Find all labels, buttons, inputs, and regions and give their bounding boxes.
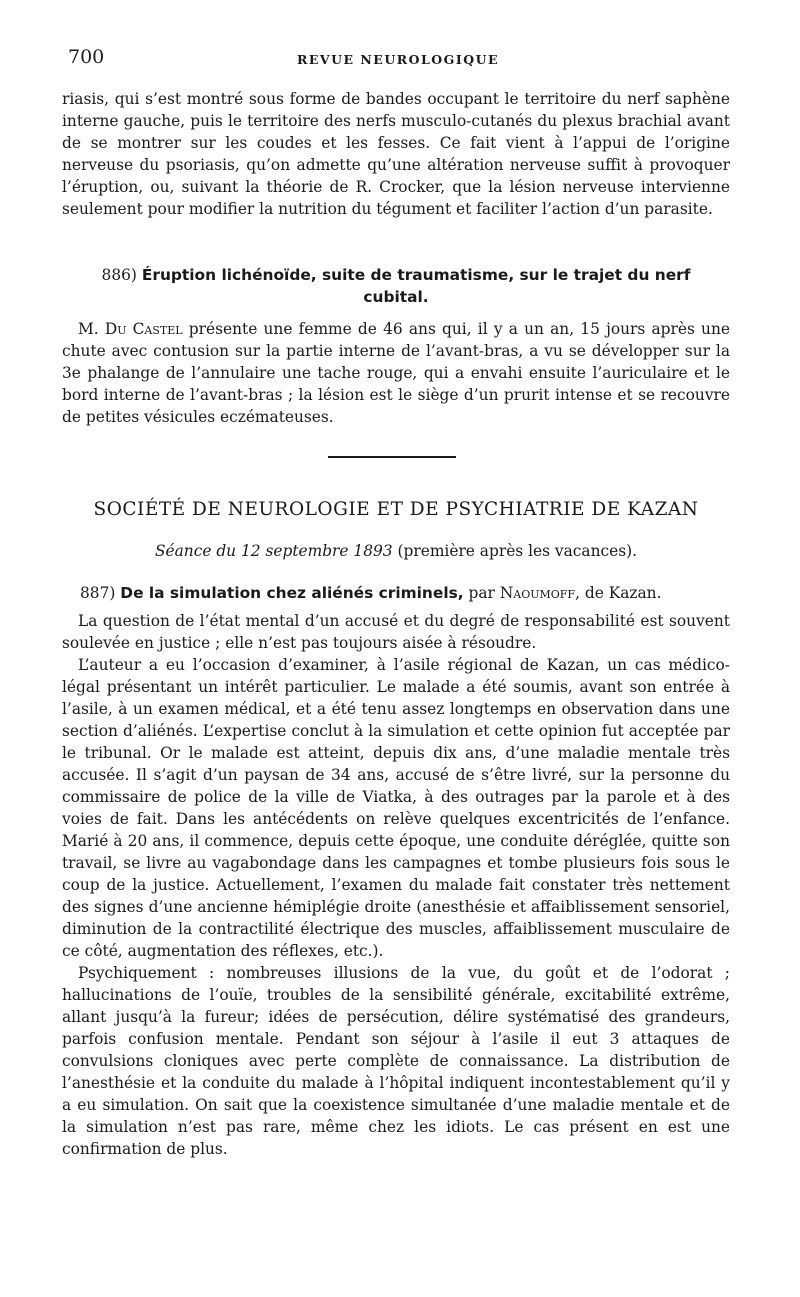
seance-date: Séance du 12 septembre 1893 [154,542,393,560]
article-887-title-text: De la simulation chez aliénés criminels, [120,584,464,602]
article-887-title [62,582,730,604]
article-887-number: 887) [80,584,116,602]
article-887-place: , de Kazan. [575,584,662,602]
continued-paragraph: riasis, qui s’est montré sous forme de bandes occupant le territoire du nerf saphène interne gauche, puis le territoire des nerfs musculo-cutanés du plexus brachial avant de se montrer sur les coudes et les fesses. Ce fait vient à l’appui de l’origine nerveuse du psoriasis, qu’on admette qu’une altération nerveuse suffit à provoquer l’éruption, ou, suivant la théorie de R. Crocker, que la lésion nerveuse intervienne seulement pour modifier la nutrition du tégument et faciliter l’action d’un parasite. [62,90,730,218]
section-divider [328,456,456,458]
page-number: 700 [68,46,105,68]
article-887-author: Naoumoff [499,584,576,602]
article-886-author: Du Castel [104,320,183,338]
article-886-title [62,264,730,308]
article-886 [62,264,730,428]
seance-line [62,540,730,562]
continued-text-block [62,88,730,220]
page-header [68,46,728,76]
article-887 [62,582,730,1160]
article-887-paragraph: L’auteur a eu l’occasion d’examiner, à l’asile régional de Kazan, un cas médico-légal présentant un intérêt particulier. Le malade a été soumis, avant son entrée à l’asile, à un examen médical, et a été tenu assez longtemps en observation dans une section d’aliénés. L’expertise conclut à la simulation et cette opinion fut acceptée par le tribunal. Or le malade est atteint, depuis dix ans, d’une maladie mentale très accusée. Il s’agit d’un paysan de 34 ans, accusé de s’être livré, sur la personne du commissaire de police de la ville de Viatka, à des outrages par la parole et à des voies de fait. Dans les antécédents on relève quelques excentricités de l’enfance. Marié à 20 ans, il commence, depuis cette époque, une conduite déréglée, quitte son travail, se livre au vagabondage dans les campagnes et tombe plusieurs fois sous le coup de la justice. Actuellement, l’examen du malade fait constater très nettement des signes d’une ancienne hémiplégie droite (anesthésie et affaiblissement sensoriel, diminution de la contractilité électrique des muscles, affaiblissement musculaire de ce côté, augmentation des réflexes, etc.). [62,656,730,960]
article-886-title-line2: cubital. [363,288,429,306]
article-887-paragraph: Psychiquement : nombreuses illusions de la vue, du goût et de l’odorat ; hallucinations de l’ouïe, troubles de la sensibilité générale, excitabilité extrême, allant jusqu’à la fureur; idées de persécution, délire systématisé des grandeurs, parfois confusion mentale. Pendant son séjour à l’asile il eut 3 attaques de convulsions cloniques avec perte complète de connaissance. La distribution de l’anesthésie et la conduite du malade à l’hôpital indiquent incontestablement qu’il y a eu simulation. On sait que la coexistence simultanée d’une maladie mentale et de la simulation n’est pas rare, même chez les idiots. Le cas présent en est une confirmation de plus. [62,964,730,1158]
society-heading: SOCIÉTÉ DE NEUROLOGIE ET DE PSYCHIATRIE DE KAZAN [93,499,699,520]
article-886-text: présente une femme de 46 ans qui, il y a un an, 15 jours après une chute avec contusion sur la partie interne de l’avant-bras, a vu se développer sur la 3e phalange de l’annulaire une tache rouge, qui a envahi ensuite l’auriculaire et le bord interne de l’avant-bras ; la lésion est le siège d’un prurit intense et se recouvre de petites vésicules eczémateuses. [62,320,730,426]
article-886-author-prefix: M. [78,320,99,338]
running-title: REVUE NEUROLOGIQUE [296,52,500,67]
article-886-number: 886) [101,266,137,284]
article-887-by: par [468,584,495,602]
article-887-paragraph: La question de l’état mental d’un accusé et du degré de responsabilité est souvent soulevée en justice ; elle n’est pas toujours aisée à résoudre. [62,612,730,652]
article-886-title-line1: Éruption lichénoïde, suite de traumatisme, sur le trajet du nerf [141,266,691,284]
article-886-body [62,318,730,428]
seance-note: (première après les vacances). [397,542,638,560]
